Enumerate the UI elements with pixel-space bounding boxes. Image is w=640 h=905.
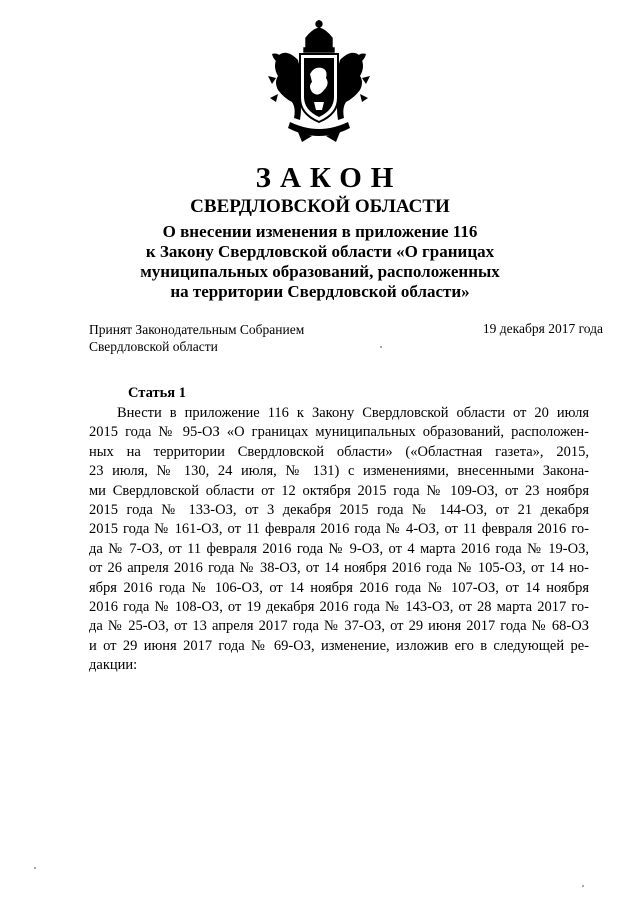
adoption-statement xyxy=(89,321,304,355)
subtitle-line: О внесении изменения в приложение 116 xyxy=(162,222,478,241)
body-line: и от 29 июня 2017 года № 69-ОЗ, изменение, изложив его в следующей ре- xyxy=(89,637,589,654)
adoption-line: Свердловской области xyxy=(89,339,218,354)
scan-speck xyxy=(380,346,382,348)
body-line: 2015 года № 133-ОЗ, от 3 декабря 2015 года № 144-ОЗ, от 21 декабря xyxy=(89,501,589,518)
body-line: ных на территории Свердловской области» («Областная газета», 2015, xyxy=(89,443,589,460)
region-title: СВЕРДЛОВСКОЙ ОБЛАСТИ xyxy=(190,196,450,217)
subtitle-line: муниципальных образований, расположенных xyxy=(140,262,500,281)
body-line: да № 7-ОЗ, от 11 февраля 2016 года № 9-ОЗ, от 4 марта 2016 года № 19-ОЗ, xyxy=(89,540,589,557)
body-line: ября 2016 года № 106-ОЗ, от 14 ноября 2016 года № 107-ОЗ, от 14 ноября xyxy=(89,579,589,596)
subtitle-line: на территории Свердловской области» xyxy=(170,282,470,301)
article-body xyxy=(89,404,589,675)
adoption-line: Принят Законодательным Собранием xyxy=(89,322,305,337)
body-line: 2015 года № 95-ОЗ «О границах муниципальных образований, расположен- xyxy=(89,424,589,441)
scan-speck xyxy=(34,867,36,869)
body-line: Внести в приложение 116 к Закону Свердловской области от 20 июля xyxy=(117,405,589,421)
body-line: 2016 года № 108-ОЗ, от 19 декабря 2016 года № 143-ОЗ, от 28 марта 2017 го- xyxy=(89,598,589,615)
body-line: 23 июля, № 130, 24 июля, № 131) с изменениями, внесенными Закона- xyxy=(89,463,589,480)
body-line: от 26 апреля 2016 года № 38-ОЗ, от 14 ноября 2016 года № 105-ОЗ, от 14 но- xyxy=(89,560,589,577)
coat-of-arms-icon xyxy=(268,18,370,146)
scan-speck xyxy=(582,885,584,887)
adoption-date: 19 декабря 2017 года xyxy=(482,321,603,336)
body-line: ми Свердловской области от 12 октября 2015 года № 109-ОЗ, от 23 ноября xyxy=(89,482,589,499)
body-line: 2015 года № 161-ОЗ, от 11 февраля 2016 года № 4-ОЗ, от 11 февраля 2016 го- xyxy=(89,521,589,538)
body-line: дакции: xyxy=(89,657,138,674)
law-subject-title xyxy=(0,222,640,302)
document-type-title: ЗАКОН xyxy=(255,162,403,194)
article-heading: Статья 1 xyxy=(128,385,186,401)
subtitle-line: к Закону Свердловской области «О границах xyxy=(145,242,495,261)
body-line: да № 25-ОЗ, от 13 апреля 2017 года № 37-ОЗ, от 29 июня 2017 года № 68-ОЗ xyxy=(89,618,589,635)
